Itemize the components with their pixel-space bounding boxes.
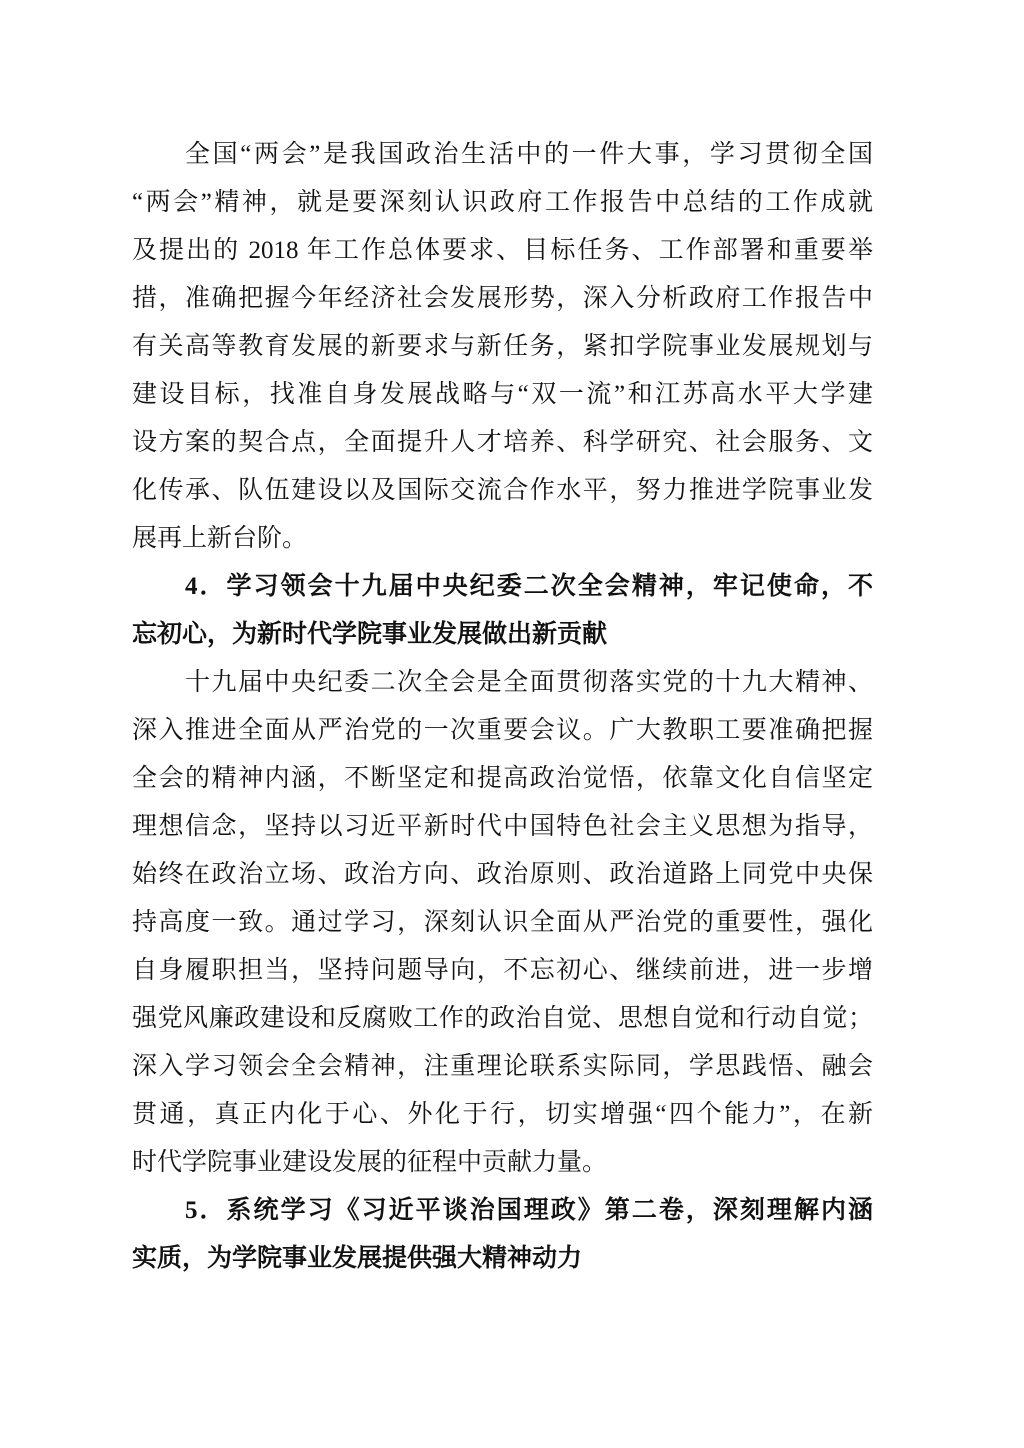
text-line: 建设目标，找准自身发展战略与“双一流”和江苏高水平大学建 — [132, 381, 873, 408]
document-body — [132, 131, 873, 1283]
text-line: 贯通，真正内化于心、外化于行，切实增强“四个能力”，在新 — [132, 1101, 873, 1128]
text-line: 全国“两会”是我国政治生活中的一件大事，学习贯彻全国 — [185, 141, 873, 168]
text-line: 自身履职担当，坚持问题导向，不忘初心、继续前进，进一步增 — [132, 957, 873, 984]
heading-line: 实质，为学院事业发展提供强大精神动力 — [132, 1245, 583, 1272]
text-line: “两会”精神，就是要深刻认识政府工作报告中总结的工作成就 — [132, 189, 873, 216]
heading-line: 4．学习领会十九届中央纪委二次全会精神，牢记使命，不 — [185, 573, 873, 600]
text-line: 深入推进全面从严治党的一次重要会议。广大教职工要准确把握 — [132, 717, 873, 744]
text-line: 强党风廉政建设和反腐败工作的政治自觉、思想自觉和行动自觉； — [132, 1005, 873, 1032]
text-line: 化传承、队伍建设以及国际交流合作水平，努力推进学院事业发 — [132, 477, 873, 504]
paragraph-ccdi-plenary — [132, 659, 873, 1187]
text-line: 及提出的 2018 年工作总体要求、目标任务、工作部署和重要举 — [132, 237, 873, 264]
text-line: 十九届中央纪委二次全会是全面贯彻落实党的十九大精神、 — [185, 669, 873, 696]
text-line: 持高度一致。通过学习，深刻认识全面从严治党的重要性，强化 — [132, 909, 873, 936]
heading-item-5 — [132, 1187, 873, 1283]
heading-item-4 — [132, 563, 873, 659]
text-line: 有关高等教育发展的新要求与新任务，紧扣学院事业发展规划与 — [132, 333, 873, 360]
heading-line: 忘初心，为新时代学院事业发展做出新贡献 — [132, 621, 608, 648]
text-line: 全会的精神内涵，不断坚定和提高政治觉悟，依靠文化自信坚定 — [132, 765, 873, 792]
heading-line: 5．系统学习《习近平谈治国理政》第二卷，深刻理解内涵 — [185, 1197, 873, 1224]
text-line: 深入学习领会全会精神，注重理论联系实际同，学思践悟、融会 — [132, 1053, 873, 1080]
text-line: 时代学院事业建设发展的征程中贡献力量。 — [132, 1149, 608, 1176]
text-line: 设方案的契合点，全面提升人才培养、科学研究、社会服务、文 — [132, 429, 873, 456]
paragraph-two-sessions — [132, 131, 873, 563]
text-line: 措，准确把握今年经济社会发展形势，深入分析政府工作报告中 — [132, 285, 873, 312]
text-line: 理想信念，坚持以习近平新时代中国特色社会主义思想为指导， — [132, 813, 873, 840]
text-line: 始终在政治立场、政治方向、政治原则、政治道路上同党中央保 — [132, 861, 873, 888]
text-line: 展再上新台阶。 — [132, 525, 308, 552]
